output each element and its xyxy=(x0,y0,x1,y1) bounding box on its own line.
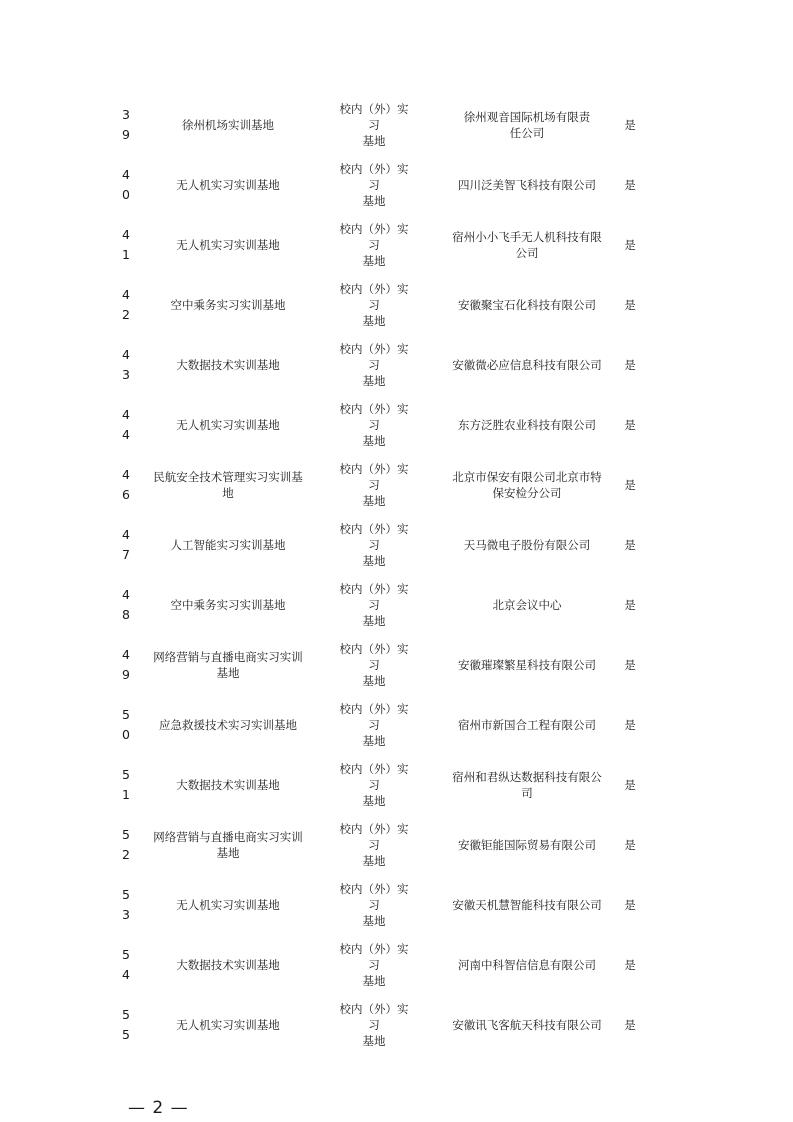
row-number: 4 8 xyxy=(122,587,130,622)
practice-base-table xyxy=(108,95,668,1055)
partner-company: 安徽微必应信息科技有限公司 xyxy=(452,358,602,372)
partner-company: 安徽璀璨繁星科技有限公司 xyxy=(458,658,596,672)
table-row xyxy=(108,575,668,635)
table-row xyxy=(108,395,668,455)
base-type: 校内（外）实习 基地 xyxy=(339,102,409,148)
base-name: 大数据技术实训基地 xyxy=(176,358,280,372)
base-name: 应急救援技术实习实训基地 xyxy=(159,718,297,732)
status-flag: 是 xyxy=(624,178,636,192)
partner-company: 宿州和君纵达数据科技有限公 司 xyxy=(452,770,602,800)
row-number: 5 3 xyxy=(122,887,130,922)
partner-company: 安徽钜能国际贸易有限公司 xyxy=(458,838,596,852)
base-type: 校内（外）实习 基地 xyxy=(339,822,409,868)
table-row xyxy=(108,275,668,335)
partner-company: 安徽讯飞客航天科技有限公司 xyxy=(452,1018,602,1032)
status-flag: 是 xyxy=(624,598,636,612)
base-type: 校内（外）实习 基地 xyxy=(339,882,409,928)
base-name: 徐州机场实训基地 xyxy=(182,118,274,132)
row-number: 5 1 xyxy=(122,767,130,802)
base-type: 校内（外）实习 基地 xyxy=(339,282,409,328)
partner-company: 东方泛胜农业科技有限公司 xyxy=(458,418,596,432)
status-flag: 是 xyxy=(624,118,636,132)
status-flag: 是 xyxy=(624,358,636,372)
status-flag: 是 xyxy=(624,718,636,732)
table-row xyxy=(108,155,668,215)
partner-company: 四川泛美智飞科技有限公司 xyxy=(458,178,596,192)
base-name: 无人机实习实训基地 xyxy=(176,178,280,192)
partner-company: 北京市保安有限公司北京市特 保安检分公司 xyxy=(452,470,602,500)
status-flag: 是 xyxy=(624,418,636,432)
table-row xyxy=(108,995,668,1055)
partner-company: 天马微电子股份有限公司 xyxy=(463,538,591,552)
row-number: 5 4 xyxy=(122,947,130,982)
base-type: 校内（外）实习 基地 xyxy=(339,402,409,448)
table-row xyxy=(108,335,668,395)
partner-company: 徐州观音国际机场有限责 任公司 xyxy=(463,110,591,140)
status-flag: 是 xyxy=(624,1018,636,1032)
table-row xyxy=(108,455,668,515)
base-type: 校内（外）实习 基地 xyxy=(339,462,409,508)
row-number: 4 3 xyxy=(122,347,130,382)
table-row xyxy=(108,815,668,875)
base-name: 无人机实习实训基地 xyxy=(176,418,280,432)
row-number: 5 5 xyxy=(122,1007,130,1042)
row-number: 4 7 xyxy=(122,527,130,562)
base-name: 无人机实习实训基地 xyxy=(176,1018,280,1032)
base-name: 空中乘务实习实训基地 xyxy=(170,598,286,612)
status-flag: 是 xyxy=(624,658,636,672)
base-type: 校内（外）实习 基地 xyxy=(339,522,409,568)
base-type: 校内（外）实习 基地 xyxy=(339,702,409,748)
base-name: 网络营销与直播电商实习实训 基地 xyxy=(153,650,303,680)
table-row xyxy=(108,635,668,695)
row-number: 3 9 xyxy=(122,107,130,142)
status-flag: 是 xyxy=(624,538,636,552)
row-number: 4 9 xyxy=(122,647,130,682)
base-name: 人工智能实习实训基地 xyxy=(170,538,286,552)
status-flag: 是 xyxy=(624,238,636,252)
page-number: — 2 — xyxy=(128,1098,189,1118)
partner-company: 安徽聚宝石化科技有限公司 xyxy=(458,298,596,312)
row-number: 4 6 xyxy=(122,467,130,502)
table-row xyxy=(108,695,668,755)
base-name: 大数据技术实训基地 xyxy=(176,778,280,792)
table-row xyxy=(108,215,668,275)
row-number: 5 0 xyxy=(122,707,130,742)
base-type: 校内（外）实习 基地 xyxy=(339,342,409,388)
base-type: 校内（外）实习 基地 xyxy=(339,582,409,628)
status-flag: 是 xyxy=(624,298,636,312)
row-number: 4 1 xyxy=(122,227,130,262)
base-type: 校内（外）实习 基地 xyxy=(339,942,409,988)
partner-company: 河南中科智信信息有限公司 xyxy=(458,958,596,972)
table-row xyxy=(108,755,668,815)
base-type: 校内（外）实习 基地 xyxy=(339,222,409,268)
base-name: 网络营销与直播电商实习实训 基地 xyxy=(153,830,303,860)
base-name: 民航安全技术管理实习实训基 地 xyxy=(153,470,303,500)
base-type: 校内（外）实习 基地 xyxy=(339,162,409,208)
status-flag: 是 xyxy=(624,838,636,852)
status-flag: 是 xyxy=(624,778,636,792)
base-name: 大数据技术实训基地 xyxy=(176,958,280,972)
partner-company: 北京会议中心 xyxy=(492,598,562,612)
base-name: 无人机实习实训基地 xyxy=(176,898,280,912)
status-flag: 是 xyxy=(624,958,636,972)
row-number: 5 2 xyxy=(122,827,130,862)
row-number: 4 0 xyxy=(122,167,130,202)
status-flag: 是 xyxy=(624,478,636,492)
base-name: 无人机实习实训基地 xyxy=(176,238,280,252)
partner-company: 安徽天机慧智能科技有限公司 xyxy=(452,898,602,912)
status-flag: 是 xyxy=(624,898,636,912)
row-number: 4 2 xyxy=(122,287,130,322)
base-type: 校内（外）实习 基地 xyxy=(339,762,409,808)
table-row xyxy=(108,515,668,575)
base-type: 校内（外）实习 基地 xyxy=(339,1002,409,1048)
row-number: 4 4 xyxy=(122,407,130,442)
partner-company: 宿州市新国合工程有限公司 xyxy=(458,718,596,732)
table-row xyxy=(108,875,668,935)
table-row xyxy=(108,95,668,155)
base-type: 校内（外）实习 基地 xyxy=(339,642,409,688)
partner-company: 宿州小小飞手无人机科技有限 公司 xyxy=(452,230,602,260)
base-name: 空中乘务实习实训基地 xyxy=(170,298,286,312)
table-row xyxy=(108,935,668,995)
